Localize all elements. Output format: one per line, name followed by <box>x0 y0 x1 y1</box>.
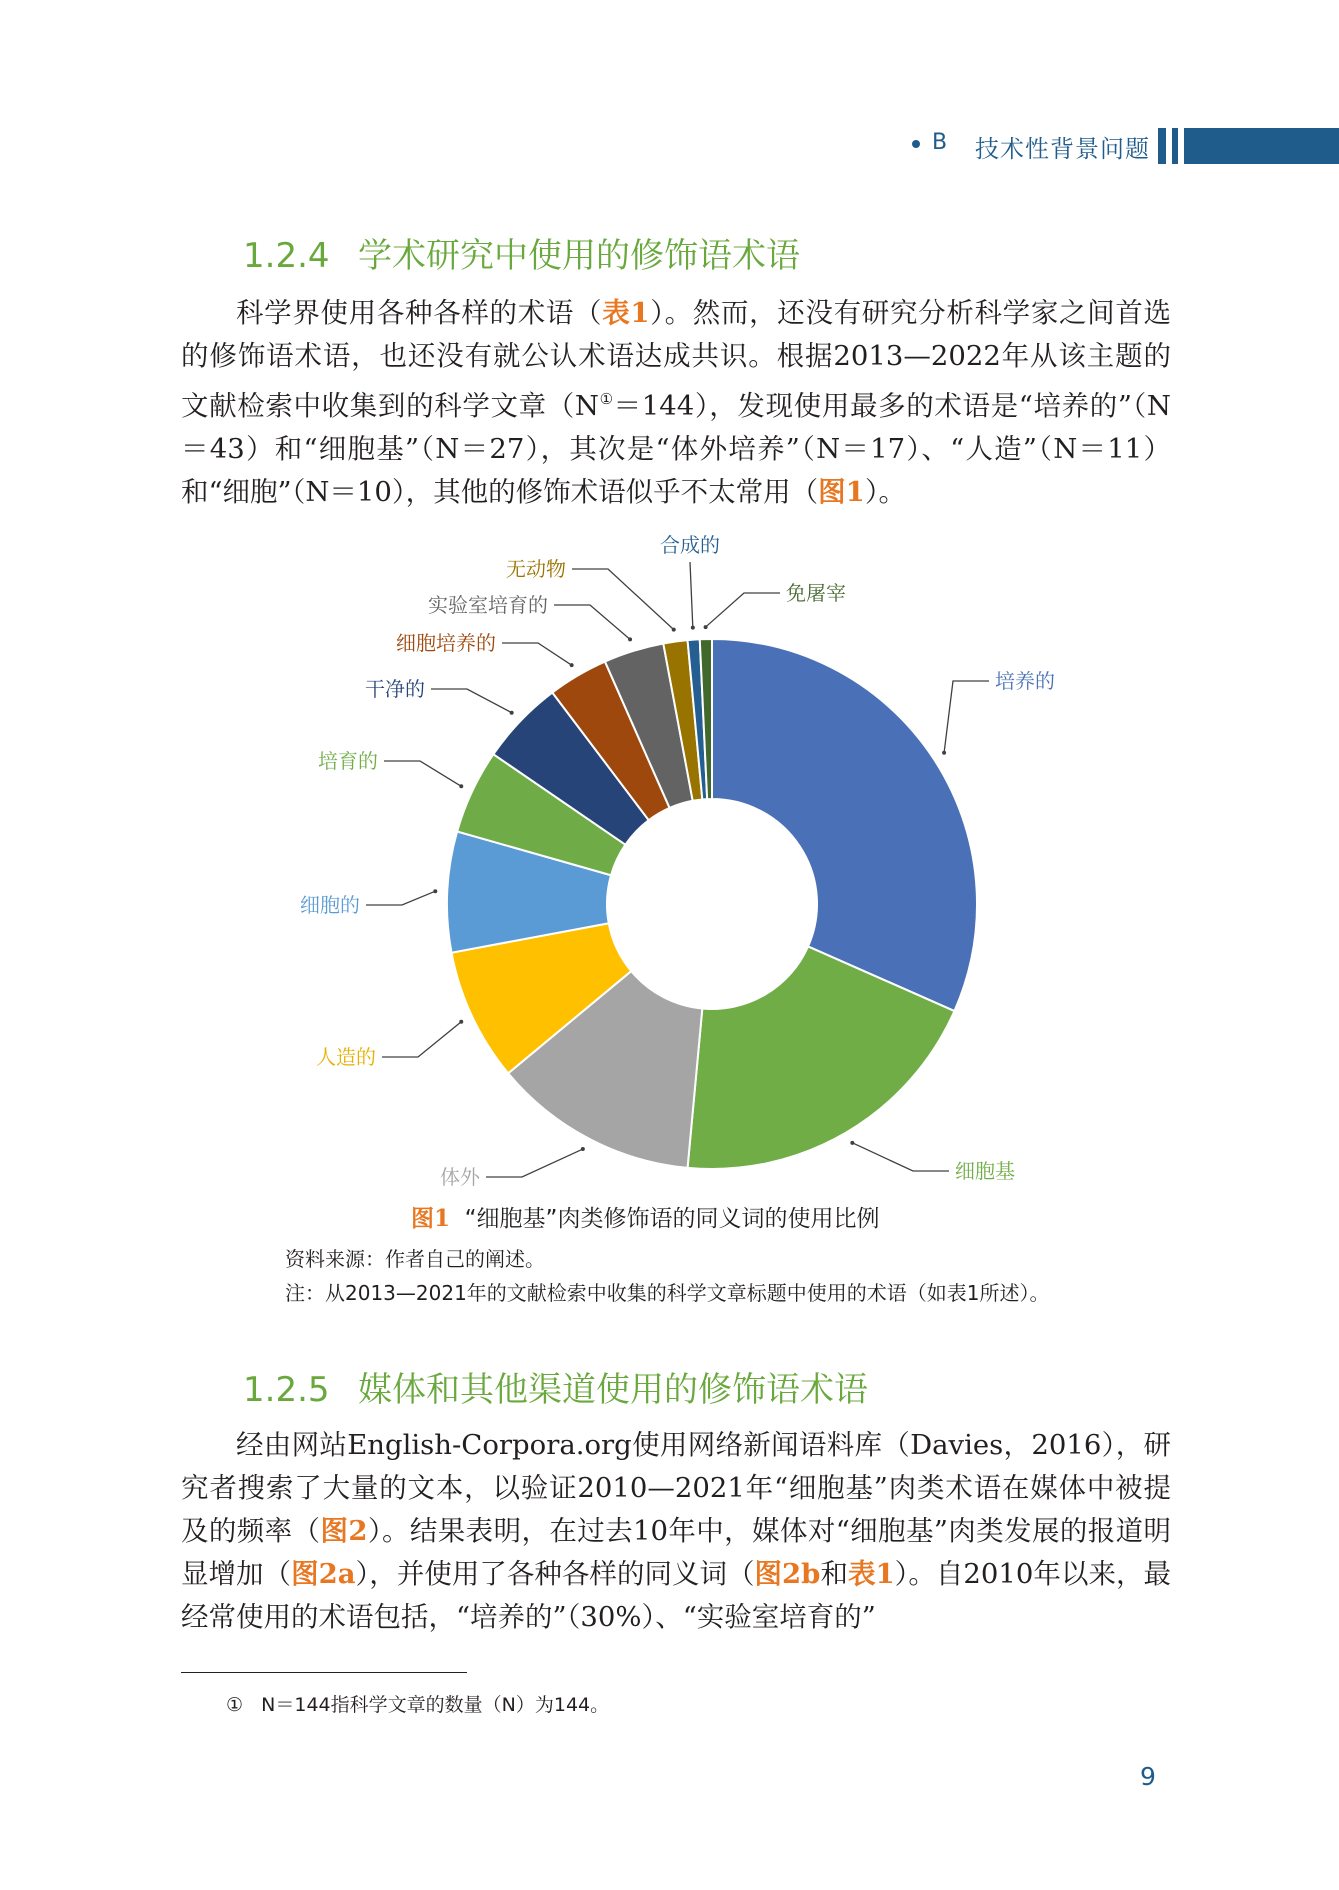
footnote <box>226 1690 609 1717</box>
leader-dot <box>691 626 695 630</box>
slice-label: 细胞基 <box>955 1159 1015 1183</box>
header-section-letter: B <box>932 130 948 155</box>
leader-line <box>382 1022 461 1057</box>
footnote-marker[interactable]: ① <box>598 390 614 408</box>
slice-label: 无动物 <box>506 557 566 581</box>
section-heading-1-2-5 <box>243 1362 868 1411</box>
figure-note: 注：从2013—2021年的文献检索中收集的科学文章标题中使用的术语（如表1所述）。 <box>285 1281 1050 1305</box>
leader-line <box>572 569 674 630</box>
leader-line <box>554 605 630 639</box>
figure-2-link[interactable]: 图2 <box>320 1515 368 1547</box>
leader-line <box>944 681 989 753</box>
slice-label: 干净的 <box>365 677 425 701</box>
leader-dot <box>942 751 946 755</box>
leader-dot <box>570 663 574 667</box>
footnote-mark: ① <box>226 1694 244 1716</box>
leader-line <box>690 562 693 628</box>
leader-dot <box>459 1020 463 1024</box>
paragraph-text: 经由网站English-Corpora.org使用网络新闻语料库（Davies，2016），研究者搜索了大量的文本，以验证2010—2021年“细胞基”肉类术语在媒体中被提及的频率（ <box>181 1429 1171 1547</box>
paragraph-text: ）。自2010年以来，最经常使用的术语包括，“培养的”（30%）、“实验室培育的” <box>181 1558 1171 1633</box>
slice-label: 体外 <box>440 1165 480 1189</box>
leader-line <box>502 643 572 665</box>
donut-slice <box>712 639 977 1011</box>
figure-1-link[interactable]: 图1 <box>818 476 865 508</box>
paragraph-text: 和 <box>820 1558 848 1590</box>
slice-label: 细胞的 <box>300 893 360 917</box>
page-number: 9 <box>1140 1762 1156 1791</box>
leader-line <box>486 1149 583 1177</box>
section-title: 媒体和其他渠道使用的修饰语术语 <box>358 1370 868 1410</box>
paragraph-text: ）。然而，还没有研究分析科学家之间首选的修饰语术语，也还没有就公认术语达成共识。根据2013—2022年从该主题的文献检索中收集到的科学文章（N <box>181 297 1172 422</box>
leader-line <box>706 593 780 627</box>
slice-label: 实验室培育的 <box>428 593 548 617</box>
footnote-text: N＝144指科学文章的数量（N）为144。 <box>261 1694 610 1716</box>
section-number: 1.2.5 <box>243 1370 330 1410</box>
leader-line <box>431 689 512 713</box>
leader-dot <box>850 1141 854 1145</box>
leader-line <box>852 1143 949 1171</box>
leader-dot <box>510 711 514 715</box>
leader-dot <box>628 637 632 641</box>
leader-line <box>366 891 435 905</box>
figure-source: 资料来源：作者自己的阐述。 <box>285 1247 545 1271</box>
table-1-link[interactable]: 表1 <box>847 1558 895 1590</box>
leader-dot <box>672 628 676 632</box>
slice-label: 培养的 <box>995 669 1055 693</box>
figure-label: 图1 <box>411 1205 451 1232</box>
leader-line <box>384 761 461 786</box>
paragraph-text: ）。结果表明，在过去10年中，媒体对“细胞基”肉类发展的报道明显增加（ <box>181 1515 1172 1590</box>
leader-dot <box>581 1147 585 1151</box>
slice-label: 人造的 <box>316 1045 376 1069</box>
slice-label: 免屠宰 <box>786 581 846 605</box>
header-title: 技术性背景问题 <box>975 135 1150 163</box>
slice-label: 培育的 <box>318 749 378 773</box>
paragraph-text: ）。 <box>864 476 907 508</box>
paragraph-text: ），并使用了各种各样的同义词（ <box>355 1558 755 1590</box>
table-1-link[interactable]: 表1 <box>602 297 650 329</box>
figure-caption <box>411 1200 879 1233</box>
leader-dot <box>459 784 463 788</box>
slice-label: 合成的 <box>660 533 720 557</box>
paragraph-text: 科学界使用各种各样的术语（ <box>236 297 603 329</box>
figure-2b-link[interactable]: 图2b <box>754 1558 821 1590</box>
figure-caption-text: “细胞基”肉类修饰语的同义词的使用比例 <box>464 1206 880 1232</box>
leader-dot <box>704 625 708 629</box>
paragraph-text: ＝144），发现使用最多的术语是“培养的”（N＝43）和“细胞基”（N＝27），其次是“体外培养”（N＝17）、“人造”（N＝11）和“细胞”（N＝10），其他的修饰术语似乎不太常用（ <box>181 390 1171 508</box>
section-number: 1.2.4 <box>243 236 330 276</box>
slice-label: 细胞培养的 <box>396 631 496 655</box>
leader-dot <box>433 889 437 893</box>
paragraph-1-2-5 <box>181 1424 1171 1639</box>
footnote-rule <box>181 1672 467 1673</box>
figure-2a-link[interactable]: 图2a <box>291 1558 356 1590</box>
section-title: 学术研究中使用的修饰语术语 <box>358 236 800 276</box>
